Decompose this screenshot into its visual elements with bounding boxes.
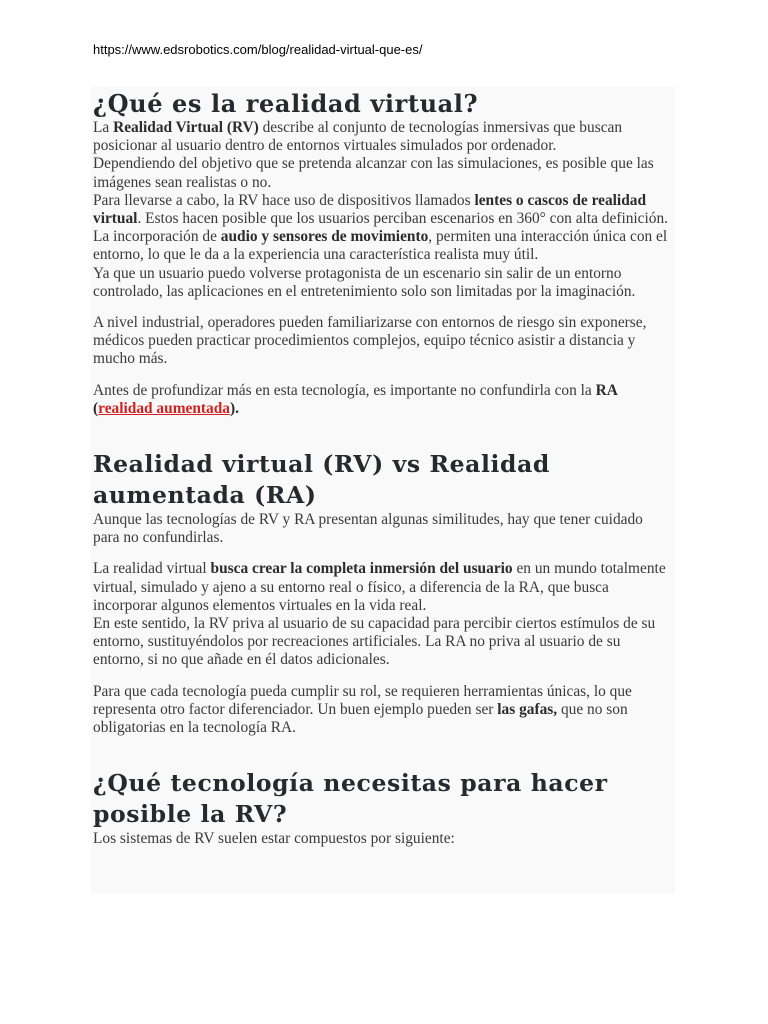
heading-que-es-rv: ¿Qué es la realidad virtual? [93, 89, 479, 118]
paragraph-herramientas: Para que cada tecnología pueda cumplir su rol, se requieren herramientas únicas, lo que representa otro factor diferenciador. Un buen ejemplo pueden ser las gafas, que no son obligatorias en la tecnología RA. [93, 682, 632, 737]
paragraph-protagonista: Ya que un usuario puedo volverse protagonista de un escenario sin salir de un entorno controlado, las aplicaciones en el entretenimiento solo son limitadas por la imaginación. [93, 264, 636, 300]
paragraph-nivel-industrial: A nivel industrial, operadores pueden familiarizarse con entornos de riesgo sin exponerse, médicos pueden practicar procedimientos complejos, equipo técnico asistir a distancia y mucho más. [93, 314, 647, 368]
heading-rv-vs-ra: Realidad virtual (RV) vs Realidad aumentada (RA) [93, 450, 550, 510]
term-ra: RA [595, 381, 617, 399]
source-url: https://www.edsrobotics.com/blog/realidad-virtual-que-es/ [93, 42, 423, 57]
term-lentes-cascos: lentes o cascos de realidad virtual [93, 191, 647, 228]
paragraph-inmersion: La realidad virtual busca crear la completa inmersión del usuario en un mundo totalmente virtual, simulado y ajeno a su entorno real o físico, a diferencia de la RA, que busca incorporar algunos elementos virtuales en la vida real. [93, 560, 666, 614]
term-audio-sensores: audio y sensores de movimiento [220, 228, 429, 246]
link-realidad-aumentada[interactable]: realidad aumentada [98, 399, 230, 417]
paragraph-dispositivos: Para llevarse a cabo, la RV hace uso de dispositivos llamados lentes o cascos de realidad virtual. Estos hacen posible que los usuarios perciban escenarios en 360° con alta definición. [93, 191, 669, 228]
paragraph-en-este-sentido: En este sentido, la RV priva al usuario de su capacidad para percibir ciertos estímulos de su entorno, sustituyéndolos por recreaciones artificiales. La RA no priva al usuario de su entorno, si no que añade en él datos adicionales. [93, 615, 656, 669]
paragraph-imagenes: Dependiendo del objetivo que se pretenda alcanzar con las simulaciones, es posible que las imágenes sean realistas o no. [93, 155, 654, 191]
article-content [91, 87, 675, 894]
term-gafas: las gafas, [497, 700, 558, 718]
paragraph-similitudes: Aunque las tecnologías de RV y RA presentan algunas similitudes, hay que tener cuidado para no confundirlas. [93, 511, 643, 547]
paragraph-sistemas-rv: Los sistemas de RV suelen estar compuestos por siguiente: [93, 830, 455, 848]
term-inmersion: busca crear la completa inmersión del usuario [210, 560, 513, 578]
paragraph-audio-sensores: La incorporación de audio y sensores de movimiento, permiten una interacción única con el entorno, lo que le da a la experiencia una característica realista muy útil. [93, 228, 668, 264]
paragraph-definicion: La Realidad Virtual (RV) describe al conjunto de tecnologías inmersivas que buscan posicionar al usuario dentro de entornos virtuales simulados por ordenador. [93, 119, 623, 155]
paragraph-antes-de-profundizar: Antes de profundizar más en esta tecnología, es importante no confundirla con la RA (realidad aumentada). [93, 381, 617, 417]
term-realidad-virtual: Realidad Virtual (RV) [113, 119, 259, 136]
heading-que-tecnologia: ¿Qué tecnología necesitas para hacer posible la RV? [93, 769, 608, 829]
